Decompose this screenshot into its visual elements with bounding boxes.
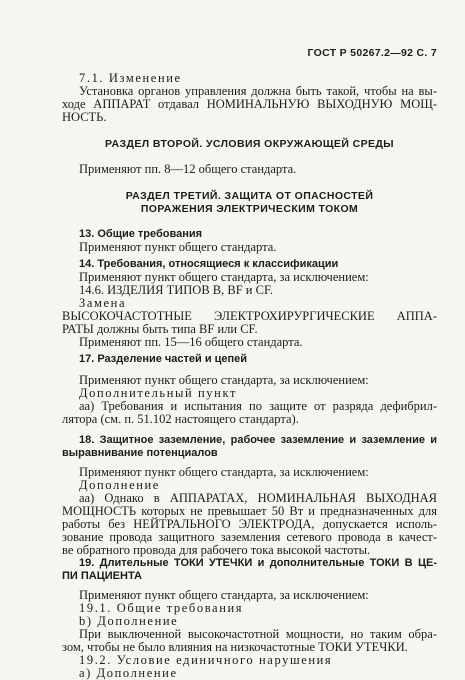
body-line: Применяют пп. 8—12 общего стандарта. — [79, 162, 297, 176]
body-line: Применяют пункт общего стандарта, за исключением: — [79, 373, 369, 387]
note-label: a) Дополнение — [79, 666, 178, 680]
clause-heading: 17. Разделение частей и цепей — [79, 353, 248, 365]
document-body — [62, 72, 437, 680]
body-line: РАТЫ должны быть типа BF или CF. — [62, 322, 258, 336]
note-label: Дополнение — [79, 478, 160, 492]
body-line: лятора (см. п. 51.102 настоящего стандарта). — [62, 412, 299, 426]
body-line: зом, чтобы не было влияния на низкочастотные ТОКИ УТЕЧКИ. — [62, 640, 408, 654]
section-title: РАЗДЕЛ ВТОРОЙ. УСЛОВИЯ ОКРУЖАЮЩЕЙ СРЕДЫ — [105, 138, 394, 150]
body-line: НОСТЬ. — [62, 110, 107, 124]
clause-heading: 7.1. Изменение — [79, 71, 182, 85]
note-label: b) Дополнение — [79, 614, 179, 628]
body-line: Применяют пункт общего стандарта, за исключением: — [79, 465, 369, 479]
page-header: ГОСТ Р 50267.2—92 С. 7 — [307, 47, 437, 59]
body-line: зование провода защитного заземления сетевого провода в качест- — [62, 530, 437, 544]
body-line: Применяют пункт общего стандарта, за исключением: — [79, 270, 369, 284]
body-line: aa) Требования и испытания по защите от разряда дефибрил- — [79, 399, 437, 413]
clause-heading: 19. Длительные ТОКИ УТЕЧКИ и дополнительные ТОКИ В ЦЕ- — [79, 557, 437, 569]
body-line: aa) Однако в АППАРАТАХ, НОМИНАЛЬНАЯ ВЫХОДНАЯ — [79, 491, 437, 505]
clause-heading: 13. Общие требования — [79, 228, 203, 240]
body-line: ВЫСОКОЧАСТОТНЫЕ ЭЛЕКТРОХИРУРГИЧЕСКИЕ АППА- — [62, 309, 437, 323]
body-line: Установка органов управления должна быть такой, чтобы на вы- — [79, 84, 437, 98]
clause-heading: 14.6. ИЗДЕЛИЯ ТИПОВ B, BF и CF. — [79, 283, 274, 297]
clause-heading: 18. Защитное заземление, рабочее заземление и заземление и — [79, 434, 437, 446]
body-line: Применяют пункт общего стандарта. — [79, 240, 277, 254]
note-label: Замена — [79, 296, 127, 310]
clause-heading: ПИ ПАЦИЕНТА — [62, 570, 142, 582]
body-line: ве обратного провода для рабочего тока высокой частоты. — [62, 543, 371, 557]
clause-heading: 19.2. Условие единичного нарушения — [79, 653, 333, 667]
body-line: ходе АППАРАТ отдавал НОМИНАЛЬНУЮ ВЫХОДНУЮ МОЩ- — [62, 97, 437, 111]
section-title: ПОРАЖЕНИЯ ЭЛЕКТРИЧЕСКИМ ТОКОМ — [140, 203, 359, 215]
clause-heading: 19.1. Общие требования — [79, 601, 244, 615]
clause-heading: выравнивание потенциалов — [62, 447, 218, 459]
body-line: При выключенной высокочастотной мощности, но таким обра- — [79, 627, 437, 641]
section-title: РАЗДЕЛ ТРЕТИЙ. ЗАЩИТА ОТ ОПАСНОСТЕЙ — [125, 190, 374, 202]
body-line: работы без НЕЙТРАЛЬНОГО ЭЛЕКТРОДА, допускается исполь- — [62, 517, 437, 531]
body-line: Применяют пункт общего стандарта, за исключением: — [79, 588, 369, 602]
body-line: МОЩНОСТЬ которых не превышает 50 Вт и предназначенных для — [62, 504, 437, 518]
note-label: Дополнительный пункт — [79, 386, 238, 400]
clause-heading: 14. Требования, относящиеся к классификации — [79, 258, 339, 270]
body-line: Применяют пп. 15—16 общего стандарта. — [79, 335, 303, 349]
